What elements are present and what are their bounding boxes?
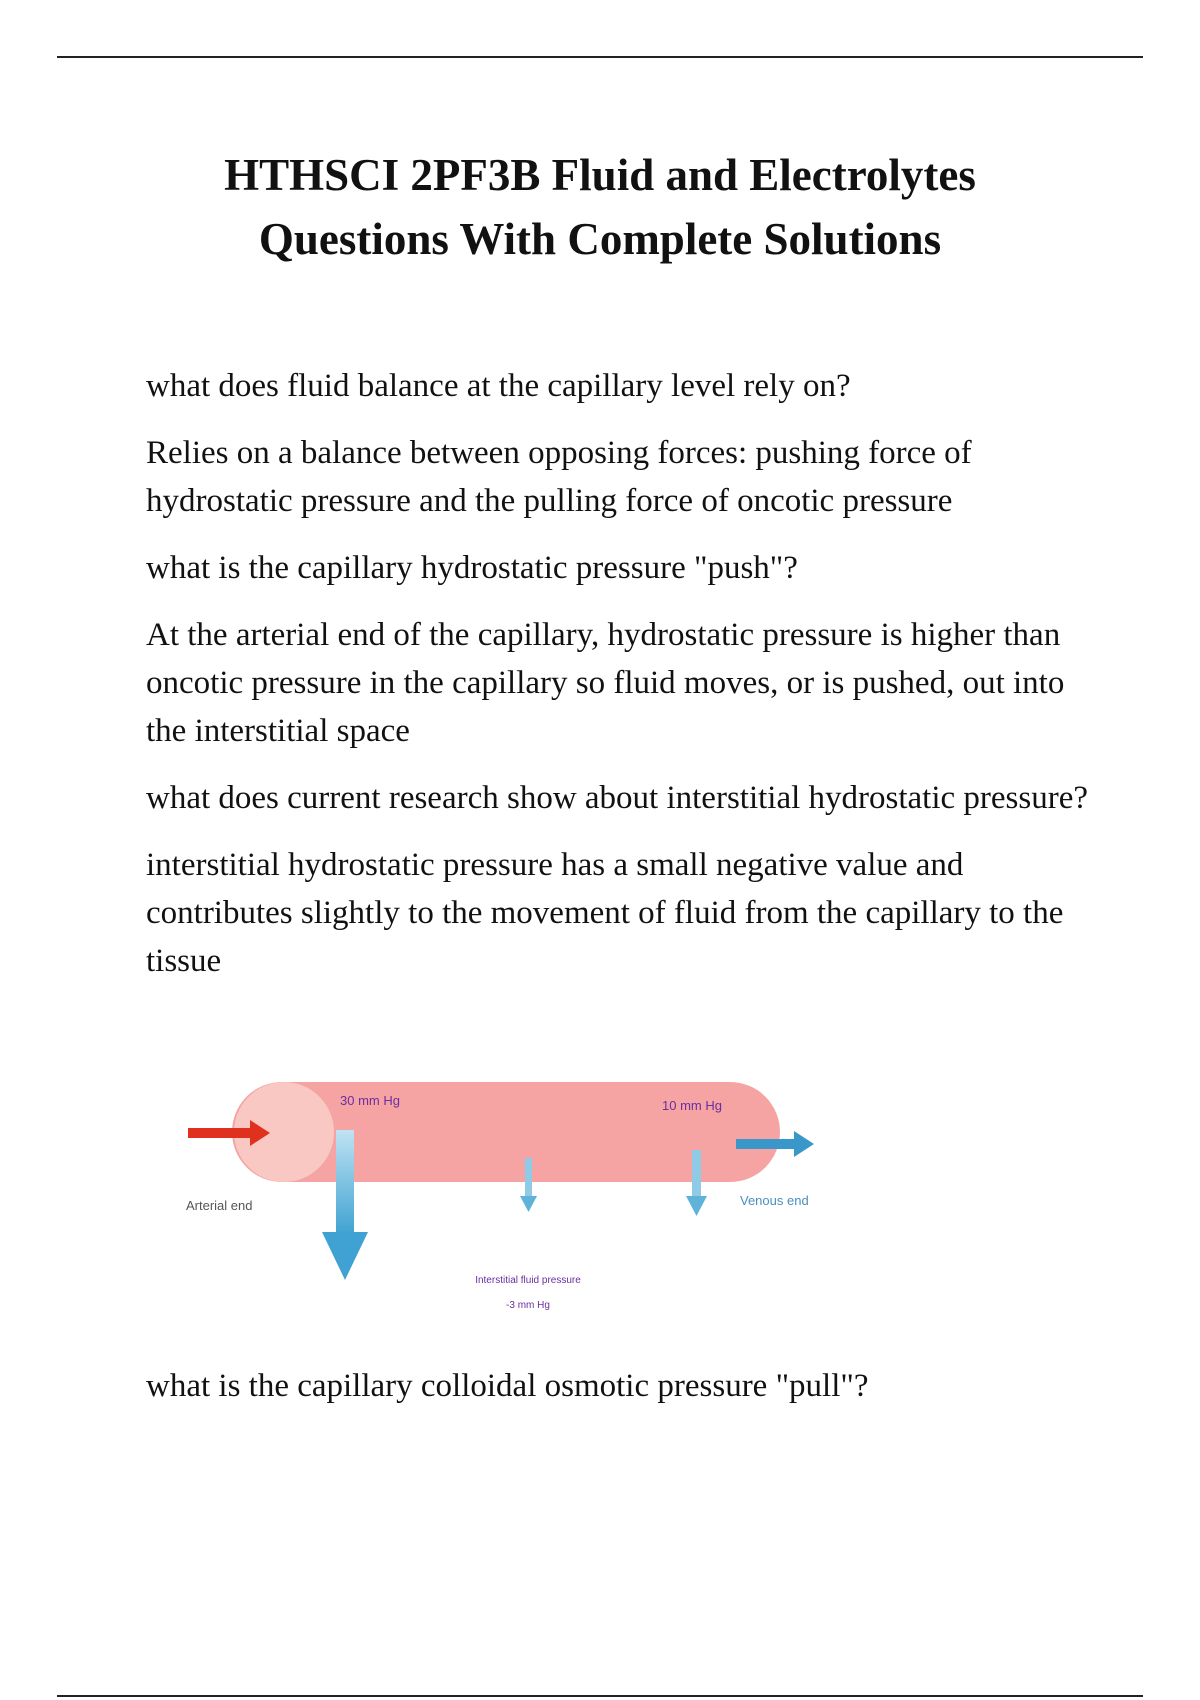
interstitial-pressure-value: -3 mm Hg — [506, 1300, 550, 1311]
document-title — [100, 143, 1100, 271]
answer-2: At the arterial end of the capillary, hydrostatic pressure is higher than oncotic pressure in the capillary so fluid moves, or is pushed, out into the interstitial space — [146, 617, 1065, 749]
title-line-2: Questions With Complete Solutions — [258, 214, 942, 264]
capillary-pressure-diagram — [172, 1060, 852, 1345]
title-line-1: HTHSCI 2PF3B Fluid and Electrolytes — [224, 150, 976, 200]
top-rule — [57, 56, 1143, 58]
arterial-pressure-label: 30 mm Hg — [340, 1093, 400, 1108]
question-1: what does fluid balance at the capillary level rely on? — [146, 368, 851, 404]
question-3: what does current research show about interstitial hydrostatic pressure? — [146, 780, 1089, 816]
arterial-end-label: Arterial end — [186, 1198, 253, 1213]
qa-list — [146, 362, 1106, 1004]
venous-end-label: Venous end — [740, 1193, 809, 1208]
venous-pressure-label: 10 mm Hg — [662, 1098, 722, 1113]
interstitial-pressure-label: Interstitial fluid pressure — [475, 1275, 581, 1286]
answer-3: interstitial hydrostatic pressure has a small negative value and contributes slightly to the movement of fluid from the capillary to the tissue — [146, 847, 1064, 979]
answer-1: Relies on a balance between opposing forces: pushing force of hydrostatic pressure and the pulling force of oncotic pressure — [146, 435, 972, 519]
bottom-rule — [57, 1695, 1143, 1697]
capillary-diagram-svg — [172, 1060, 852, 1345]
question-2: what is the capillary hydrostatic pressure "push"? — [146, 550, 798, 586]
question-4: what is the capillary colloidal osmotic pressure "pull"? — [146, 1368, 869, 1404]
